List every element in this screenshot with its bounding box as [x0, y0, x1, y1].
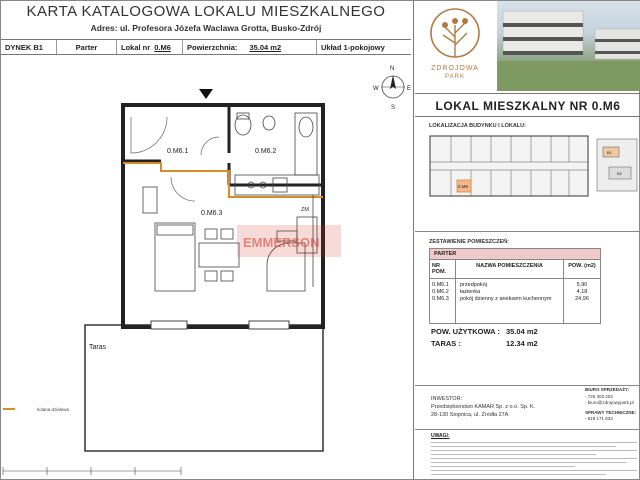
floor-cell	[57, 40, 117, 54]
logo	[417, 3, 493, 93]
unit-title: LOKAL MIESZKALNY NR 0.M6	[415, 93, 640, 117]
table-cell: 0.M6.3	[432, 296, 449, 302]
section-divider	[415, 429, 640, 430]
table-cell: 24,96	[575, 296, 589, 302]
bathroom-fixtures	[235, 113, 317, 175]
tree-logo-icon	[417, 3, 493, 65]
notes-label: UWAGI:	[431, 433, 450, 439]
site-plan	[595, 137, 639, 193]
logo-subname: PARK	[445, 74, 465, 80]
usable-area-value: 35.04 m2	[506, 327, 538, 336]
investor-block	[431, 395, 535, 419]
building-label: DYNEK B1	[5, 42, 43, 52]
column-header: NAZWA POMIESZCZENIA	[456, 260, 564, 278]
table-cell: łazienka	[460, 289, 481, 295]
terrace	[85, 325, 323, 451]
layout-label: Układ 1-pokojowy	[321, 42, 385, 52]
site-label: B1	[607, 150, 612, 155]
logo-name: ZDROJOWA	[431, 65, 479, 72]
unit-info-row	[1, 39, 411, 55]
svg-text:E: E	[407, 86, 411, 92]
watermark: EMMERSON	[243, 235, 320, 250]
tech-label: SPRAWY TECHNICZNE:	[585, 409, 637, 415]
door-swings	[131, 117, 219, 201]
location-label: LOKALIZACJA BUDYNKU I LOKALU:	[429, 123, 526, 129]
building-cell	[1, 40, 57, 54]
address-line: Adres: ul. Profesora Józefa Waclawa Grotta, Busko-Zdrój	[90, 23, 322, 33]
floor-plan	[1, 57, 411, 480]
keyplan-unit-label: 0.M6	[458, 184, 469, 189]
column-header: NR POM.	[430, 260, 456, 278]
unit-number-label: Lokal nr	[121, 42, 151, 52]
compass-icon	[373, 66, 411, 111]
page-title: KARTA KATALOGOWA LOKALU MIESZKALNEGO	[26, 3, 386, 20]
terrace-label: Taras	[89, 344, 107, 351]
outer-walls	[123, 105, 323, 327]
svg-text:N: N	[390, 66, 395, 72]
room-label: 0.M6.1	[167, 148, 189, 155]
floor-header: PARTER	[430, 249, 600, 260]
key-plan	[429, 134, 589, 198]
table-body	[430, 279, 600, 323]
notes-text	[431, 439, 637, 475]
building-photo	[497, 1, 640, 91]
table-cell: 0.M6.2	[432, 289, 449, 295]
area-value: 35.04 m2	[249, 42, 282, 52]
investor-name: Przedsiębiorstwo KAMAR Sp. z o.o. Sp. K.	[431, 404, 536, 410]
floor-label: Parter	[75, 42, 98, 52]
table-cell: pokój dzienny z aneksem kuchennym	[460, 296, 552, 302]
svg-text:S: S	[391, 105, 396, 111]
area-label: Powierzchnia:	[187, 42, 238, 52]
sales-office-label: BIURO SPRZEDAŻY:	[585, 387, 630, 392]
terrace-area-label: TARAS :	[431, 339, 461, 348]
investor-address: 28-130 Stopnica, ul. Źródła 27A	[431, 412, 509, 418]
area-cell	[183, 40, 317, 54]
dining-table	[199, 229, 239, 281]
unit-number-value: 0.M6	[154, 42, 171, 52]
rooms-summary-label: ZESTAWIENIE POMIESZCZEŃ:	[429, 239, 509, 245]
room-label: 0.M6.3	[201, 210, 223, 217]
table-cell: przedpokój	[460, 282, 487, 288]
table-cell: 5,90	[576, 282, 588, 288]
table-cell: 0.M6.1	[432, 282, 449, 288]
sales-email[interactable]: - biuro@zdrojowypark.pl	[585, 400, 634, 405]
unit-number-cell	[117, 40, 183, 54]
usable-area-label: POW. UŻYTKOWA :	[431, 327, 500, 336]
section-divider	[415, 231, 640, 232]
room-label: 0.M6.2	[255, 148, 277, 155]
table-cell: 4,18	[576, 289, 588, 295]
column-header: POW. (m2)	[568, 263, 596, 269]
sales-office-block	[585, 387, 636, 423]
layout-cell	[317, 40, 411, 54]
legend-text: kolana działowa	[37, 407, 70, 412]
sales-phone: - 725 303 203	[585, 393, 613, 399]
zm-label: ZM	[301, 207, 309, 213]
investor-label: INWESTOR:	[431, 396, 463, 402]
interior-walls	[123, 105, 323, 185]
table-header	[430, 260, 600, 279]
site-label: B2	[617, 171, 622, 176]
vertical-divider	[413, 1, 414, 480]
tech-phone: - 519 171 633	[585, 416, 613, 421]
bed	[143, 187, 195, 291]
terrace-area-value: 12.34 m2	[506, 339, 538, 348]
entry-arrow-icon	[199, 89, 213, 99]
section-divider	[415, 385, 640, 386]
scale-bar	[3, 467, 181, 475]
partition-wall	[123, 163, 323, 197]
svg-text:W: W	[373, 86, 379, 92]
rooms-table	[429, 248, 601, 324]
